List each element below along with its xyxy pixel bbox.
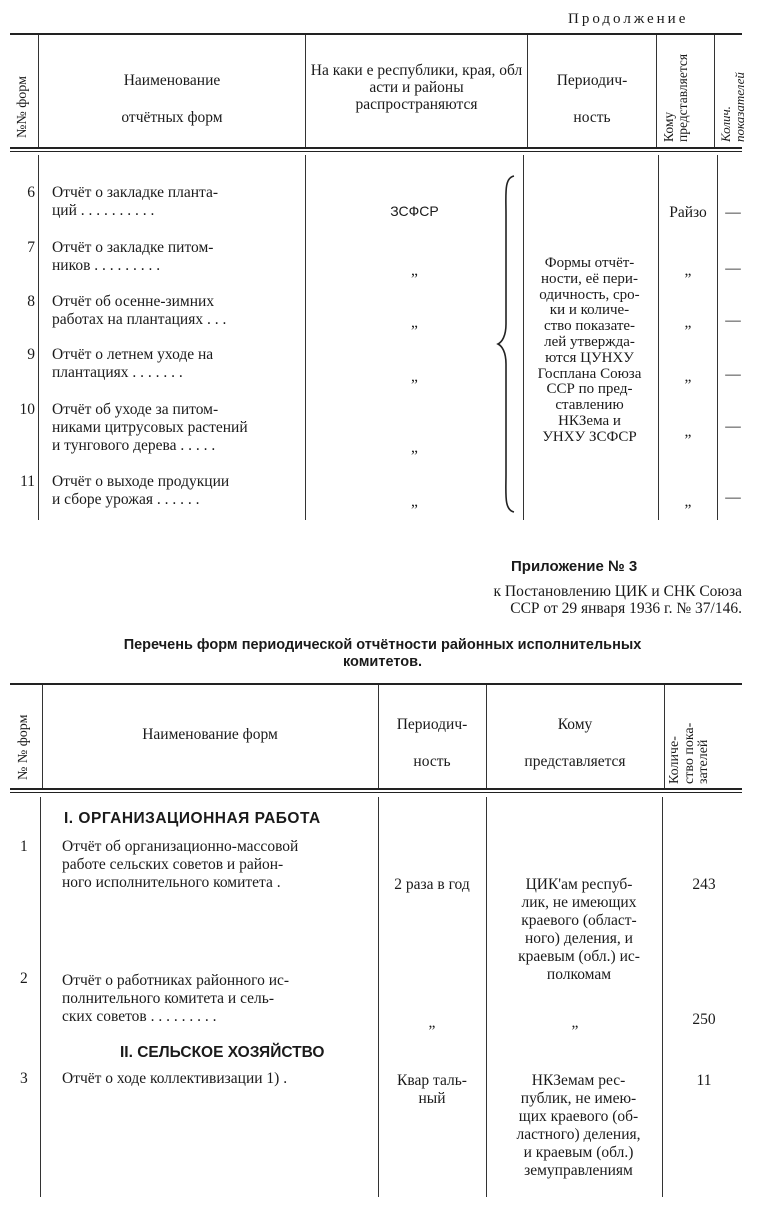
appendix-line-2: ССР от 29 января 1936 г. № 37/146. — [510, 600, 742, 617]
recipient-value: „ — [684, 262, 692, 279]
table1-header-to-whom-text: Кому представляется — [661, 53, 690, 142]
row-number: 10 — [19, 401, 35, 418]
region-value: ЗСФСР — [390, 203, 439, 219]
row-number: 6 — [27, 184, 35, 201]
region-value: „ — [411, 368, 418, 385]
section-title: II. СЕЛЬСКОЕ ХОЗЯЙСТВО — [120, 1044, 325, 1061]
form-name: Отчёт об уходе за питом- никами цитрусовых растений и тунгового дерева . . . . . — [52, 401, 248, 454]
table1-header-num: №№ форм — [15, 76, 30, 138]
count-value: — — [725, 418, 741, 435]
recipient-value: НКЗемам рес- публик, не имею- щих краевого (об- ластного) деления, и краевым (обл.) земуправлениям — [516, 1072, 641, 1179]
appendix-line-1: к Постановлению ЦИК и СНК Союза — [493, 583, 742, 600]
table2-col-sep — [40, 797, 41, 1197]
table1-col-sep — [527, 35, 528, 147]
recipient-value: „ — [684, 368, 692, 385]
form-name: Отчёт об организационно-массовой работе сельских советов и район- ного исполнительного комитета . — [62, 838, 299, 891]
row-number: 11 — [20, 473, 35, 490]
form-name: Отчёт о ходе коллективизации 1) . — [62, 1070, 288, 1087]
table1-header-to-whom — [662, 37, 690, 142]
row-number: 3 — [20, 1070, 28, 1087]
table2-col-sep — [378, 685, 379, 788]
recipient-value: „ — [684, 493, 692, 510]
table2-header-period: Периодич- ность — [396, 716, 468, 770]
form-name: Отчёт о закладке питом- ников . . . . . . . . . — [52, 239, 214, 274]
recipient-value: „ — [684, 423, 692, 440]
recipient-value: „ — [571, 1014, 579, 1031]
table1-header-name: Наименование отчётных форм — [121, 72, 223, 126]
table1-header-count-text: Колич. показателей — [718, 72, 747, 142]
table1-col-sep — [656, 35, 657, 147]
section-title: I. ОРГАНИЗАЦИОННАЯ РАБОТА — [64, 810, 321, 827]
table1-col-sep — [38, 35, 39, 147]
table1-col-sep — [305, 35, 306, 147]
form-name: Отчёт о работниках районного ис- полнительного комитета и сель- ских советов . . . . . . . . . — [62, 972, 290, 1025]
row-number: 8 — [27, 293, 35, 310]
table2-header-name: Наименование форм — [142, 726, 278, 743]
table1-header-count — [719, 37, 747, 142]
form-name: Отчёт о летнем уходе на плантациях . . . . . . . — [52, 346, 214, 381]
table2-header-rule-2 — [10, 792, 742, 793]
recipient-value: Райзо — [669, 204, 707, 221]
row-number: 9 — [27, 346, 35, 363]
table1-col-sep — [38, 155, 39, 520]
region-value: „ — [411, 262, 418, 279]
table2-col-sep — [662, 797, 663, 1197]
table2-header-count: Количе- ство пока- зателей — [667, 722, 711, 784]
count-value: 250 — [692, 1011, 716, 1028]
count-value: — — [725, 260, 741, 277]
count-value: — — [725, 489, 741, 506]
form-name: Отчёт о закладке планта- ций . . . . . . . . . . — [52, 184, 219, 219]
row-number: 1 — [20, 838, 28, 855]
table1-header-period: Периодич- ность — [556, 72, 628, 126]
period-value: Квар таль- ный — [397, 1072, 467, 1107]
region-value: „ — [411, 493, 418, 510]
table1-top-rule — [10, 33, 742, 35]
period-note: Формы отчёт- ности, её пери- одичность, сро- ки и количе- ство показате- лей утвержда- ются ЦУНХУ Госплана Союза ССР по пред- ставлению НКЗема и УНХУ ЗСФСР — [537, 255, 642, 445]
table2-header-num: № № форм — [16, 714, 31, 780]
table2-col-sep — [486, 685, 487, 788]
table2-top-rule — [10, 683, 742, 685]
table2-col-sep — [42, 685, 43, 788]
appendix-title: Приложение № 3 — [511, 558, 638, 575]
count-value: — — [725, 312, 741, 329]
region-value: „ — [411, 439, 418, 456]
period-value: „ — [428, 1014, 436, 1031]
list-title: Перечень форм периодической отчётности районных исполнительных комитетов. — [123, 637, 642, 670]
recipient-value: ЦИК'ам респуб- лик, не имеющих краевого (област- ного) деления, и краевым (обл.) ис- полкомам — [518, 876, 640, 983]
continuation-label: Продолжение — [568, 11, 689, 27]
table1-col-sep — [305, 155, 306, 520]
table1-header-where: На каки е республики, края, обл асти и районы распространяются — [310, 62, 523, 113]
table2-header-rule — [10, 788, 742, 790]
table2-header-to-whom: Кому представляется — [524, 716, 626, 770]
row-number: 2 — [20, 970, 28, 987]
row-number: 7 — [27, 239, 35, 256]
recipient-value: „ — [684, 314, 692, 331]
table1-header-rule — [10, 147, 742, 149]
count-value: — — [725, 204, 741, 221]
table2-col-sep — [378, 797, 379, 1197]
count-value: 243 — [692, 876, 716, 893]
curly-brace — [496, 174, 520, 514]
period-value: 2 раза в год — [394, 876, 470, 893]
form-name: Отчёт о выходе продукции и сборе урожая . . . . . . — [52, 473, 230, 508]
table2-col-sep — [486, 797, 487, 1197]
table1-header-rule-2 — [10, 151, 742, 152]
table1-col-sep — [714, 35, 715, 147]
form-name: Отчёт об осенне-зимних работах на плантациях . . . — [52, 293, 227, 328]
count-value: — — [725, 366, 741, 383]
count-value: 11 — [696, 1072, 712, 1089]
table2-col-sep — [664, 685, 665, 788]
region-value: „ — [411, 314, 418, 331]
